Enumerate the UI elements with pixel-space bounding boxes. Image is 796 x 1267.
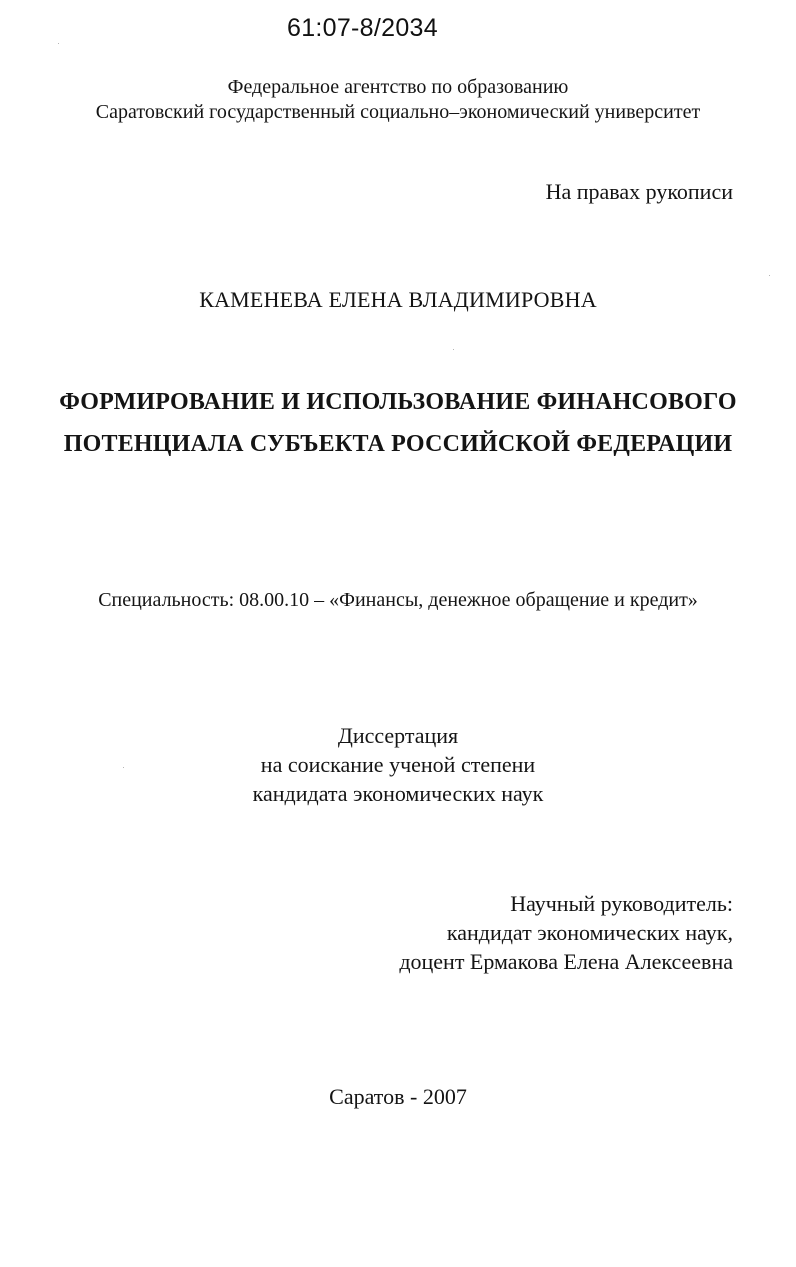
adviser-degree: кандидат экономических наук, xyxy=(446,920,733,945)
scan-speck xyxy=(58,43,59,44)
city-year: Саратов - 2007 xyxy=(329,1084,467,1109)
archive-stamp: 61:07-8/2034 xyxy=(287,14,438,42)
adviser-label: Научный руководитель: xyxy=(510,891,733,916)
scan-speck xyxy=(123,767,124,768)
agency-name: Федеральное агентство по образованию xyxy=(227,76,569,98)
dissertation-title-line-2: ПОТЕНЦИАЛА СУБЪЕКТА РОССИЙСКОЙ ФЕДЕРАЦИИ xyxy=(63,431,733,457)
specialty: Специальность: 08.00.10 – «Финансы, денежное обращение и кредит» xyxy=(98,589,698,611)
degree-line: на соискание ученой степени xyxy=(260,752,536,777)
adviser-name: доцент Ермакова Елена Алексеевна xyxy=(399,949,733,974)
scan-speck xyxy=(769,275,770,276)
scan-speck xyxy=(453,349,454,350)
author-name: КАМЕНЕВА ЕЛЕНА ВЛАДИМИРОВНА xyxy=(199,287,597,312)
dissertation-title-line-1: ФОРМИРОВАНИЕ И ИСПОЛЬЗОВАНИЕ ФИНАНСОВОГО xyxy=(59,389,737,415)
manuscript-note: На правах рукописи xyxy=(545,179,733,204)
university-name: Саратовский государственный социально–экономический университет xyxy=(95,101,701,123)
degree-field: кандидата экономических наук xyxy=(252,781,544,806)
dissertation-label: Диссертация xyxy=(337,723,459,748)
